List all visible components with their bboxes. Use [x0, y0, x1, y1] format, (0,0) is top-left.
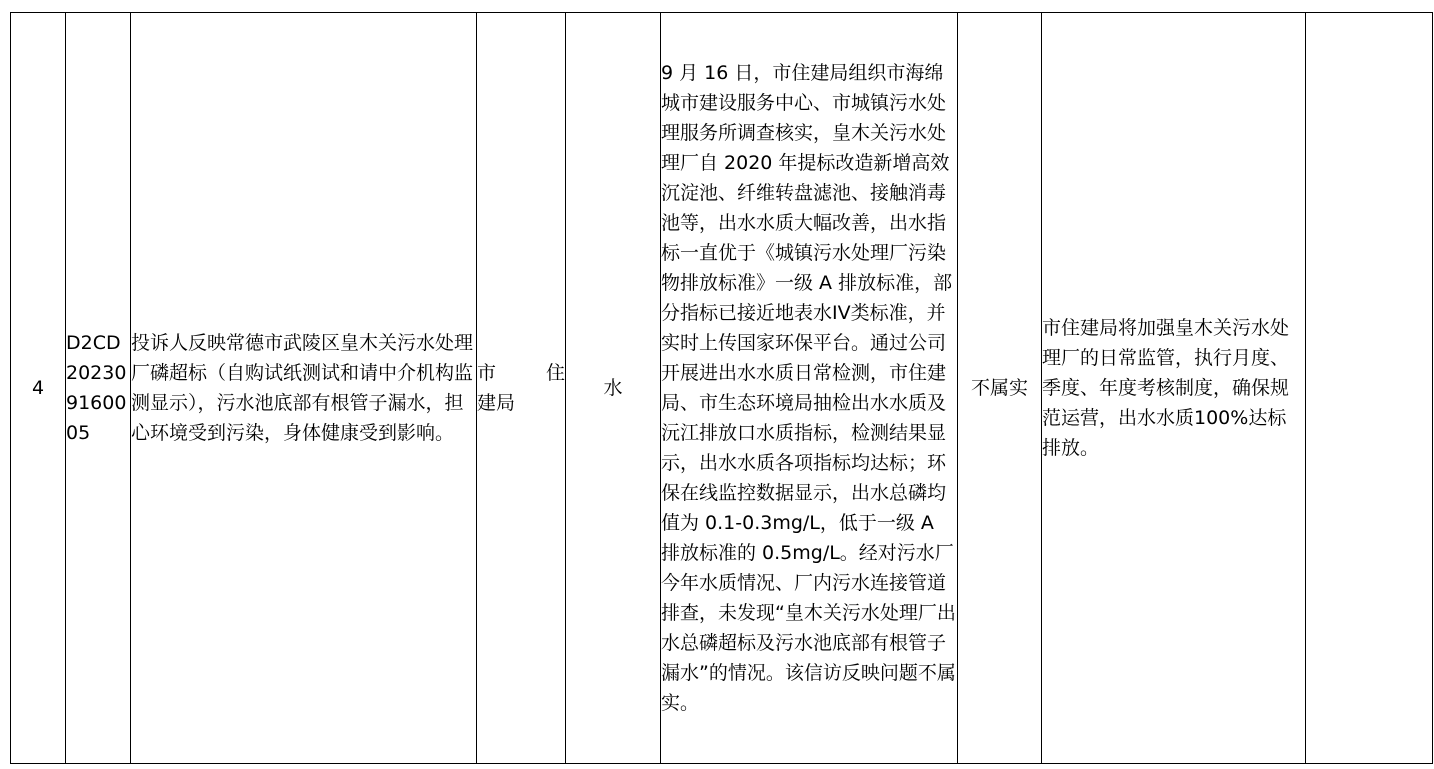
measures-text: 市住建局将加强皇木关污水处理厂的日常监管，执行月度、季度、年度考核制度，确保规范运营，出水水质100%达标排放。	[1042, 317, 1290, 459]
record-table	[10, 12, 1433, 764]
complaint-cell	[131, 13, 477, 764]
department-cell	[477, 13, 566, 764]
case-code-cell	[66, 13, 131, 764]
complaint-text: 投诉人反映常德市武陵区皇木关污水处理厂磷超标（自购试纸测试和请中介机构监测显示），污水池底部有根管子漏水，担心环境受到污染，身体健康受到影响。	[131, 332, 474, 444]
pollution-type: 水	[603, 377, 623, 399]
investigation-text: 9 月 16 日，市住建局组织市海绵城市建设服务中心、市城镇污水处理服务所调查核实，皇木关污水处理厂自 2020 年提标改造新增高效沉淀池、纤维转盘滤池、接触消毒池等，出水水质大幅改善，出水指标一直优于《城镇污水处理厂污染物排放标准》一级 A 排放标准，部分指标已接近地表水IV类标准，并实时上传国家环保平台。通过公司开展进出水水质日常检测，市住建局、市生态环境局抽检出水水质及沅江排放口水质指标，检测结果显示，出水水质各项指标均达标；环保在线监控数据显示，出水总磷均值为 0.1-0.3mg/L，低于一级 A 排放标准的 0.5mg/L。经对污水厂今年水质情况、厂内污水连接管道排查，未发现“皇木关污水处理厂出水总磷超标及污水池底部有根管子漏水”的情况。该信访反映问题不属实。	[661, 62, 956, 714]
case-code: D2CD202309160005	[66, 332, 127, 444]
pollution-type-cell	[566, 13, 661, 764]
investigation-cell	[661, 13, 958, 764]
verdict-cell	[958, 13, 1042, 764]
row-index-cell	[11, 13, 66, 764]
row-index: 4	[31, 377, 45, 399]
department-char-1: 市	[477, 362, 497, 384]
measures-cell	[1042, 13, 1306, 764]
verdict-text: 不属实	[970, 377, 1028, 399]
department-line-1	[477, 358, 565, 388]
department-char-2: 住	[545, 362, 565, 384]
table-row	[11, 13, 1433, 764]
remarks-cell	[1306, 13, 1433, 764]
department-line-2: 建局	[477, 392, 516, 414]
